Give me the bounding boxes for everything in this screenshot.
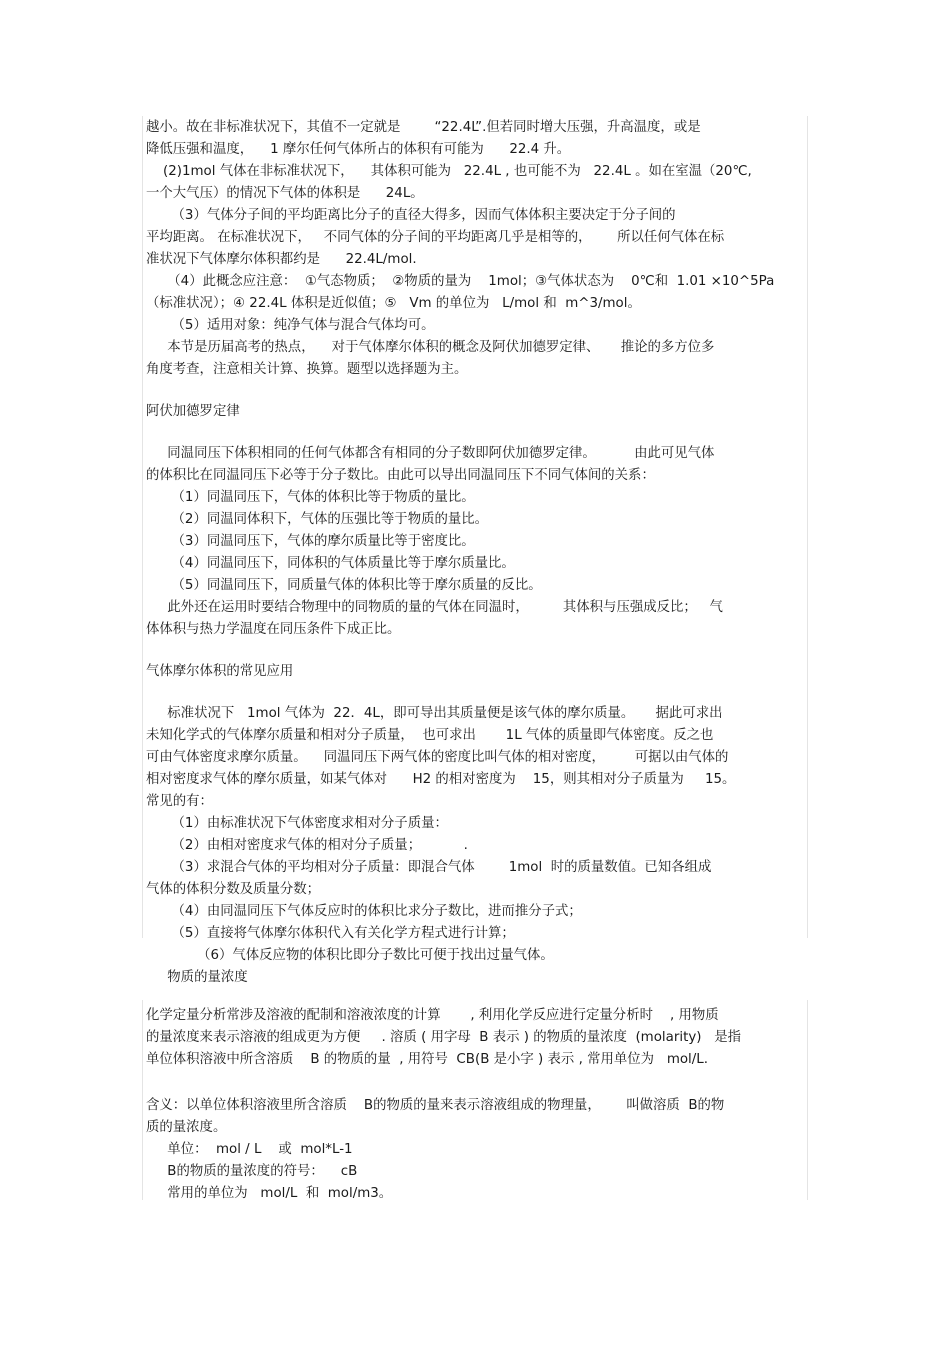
paragraph-line: 降低压强和温度， 1 摩尔任何气体所占的体积有可能为 22.4 升。: [146, 142, 571, 157]
paragraph-line: (2)1mol 气体在非标准状况下， 其体积可能为 22.4L , 也可能不为 22.4L 。如在室温（20℃,: [146, 164, 752, 179]
paragraph-line: 平均距离。 在标准状况下， 不同气体的分子间的平均距离几乎是相等的， 所以任何气体在标: [146, 230, 725, 245]
paragraph-line: 本节是历届高考的热点， 对于气体摩尔体积的概念及阿伏加德罗定律、 推论的多方位多: [146, 340, 715, 355]
section-heading: 气体摩尔体积的常见应用: [146, 664, 294, 679]
section-heading: 阿伏加德罗定律: [146, 404, 240, 419]
paragraph-line: 角度考查，注意相关计算、换算。题型以选择题为主。: [146, 362, 468, 377]
paragraph-line: 常见的有：: [146, 794, 213, 809]
paragraph-line: （标准状况）；④ 22.4L 体积是近似值；⑤ Vm 的单位为 L/mol 和 m^3/mol。: [146, 296, 641, 311]
paragraph-line: 体体积与热力学温度在同压条件下成正比。: [146, 622, 401, 637]
paragraph-line: （4）此概念应注意： ①气态物质； ②物质的量为 1mol；③气体状态为 0℃和 1.01 ×10^5Pa: [146, 274, 775, 289]
paragraph-line: （5）同温同压下，同质量气体的体积比等于摩尔质量的反比。: [146, 578, 542, 593]
paragraph-line: 单位体积溶液中所含溶质 B 的物质的量 , 用符号 CB(B 是小字 ) 表示 , 常用单位为 mol/L.: [146, 1052, 708, 1067]
paragraph-line: B的物质的量浓度的符号： cB: [146, 1164, 358, 1179]
paragraph-line: 可由气体密度求摩尔质量。 同温同压下两气体的密度比叫气体的相对密度， 可据以由气体的: [146, 750, 729, 765]
paragraph-line: 化学定量分析常涉及溶液的配制和溶液浓度的计算 , 利用化学反应进行定量分析时 , 用物质: [146, 1008, 719, 1023]
paragraph-line: 相对密度求气体的摩尔质量，如某气体对 H2 的相对密度为 15，则其相对分子质量为 15。: [146, 772, 736, 787]
paragraph-line: （1）同温同压下，气体的体积比等于物质的量比。: [146, 490, 475, 505]
paragraph-line: 单位： mol / L 或 mol*L-1: [146, 1142, 353, 1157]
paragraph-line: 常用的单位为 mol/L 和 mol/m3。: [146, 1186, 393, 1201]
paragraph-line: （1）由标准状况下气体密度求相对分子质量：: [146, 816, 448, 831]
paragraph-line: 一个大气压）的情况下气体的体积是 24L。: [146, 186, 424, 201]
paragraph-line: （6）气体反应物的体积比即分子数比可便于找出过量气体。: [146, 948, 554, 963]
paragraph-line: （2）同温同体积下，气体的压强比等于物质的量比。: [146, 512, 489, 527]
paragraph-line: （4）由同温同压下气体反应时的体积比求分子数比，进而推分子式；: [146, 904, 582, 919]
paragraph-line: （3）同温同压下，气体的摩尔质量比等于密度比。: [146, 534, 475, 549]
paragraph-line: 越小。故在非标准状况下，其值不一定就是 “22.4L”.但若同时增大压强，升高温度，或是: [146, 120, 701, 135]
paragraph-line: 物质的量浓度: [146, 970, 248, 985]
paragraph-line: （3）求混合气体的平均相对分子质量：即混合气体 1mol 时的质量数值。已知各组成: [146, 860, 712, 875]
paragraph-line: 此外还在运用时要结合物理中的同物质的量的气体在同温时， 其体积与压强成反比； 气: [146, 600, 723, 615]
paragraph-line: （5）适用对象：纯净气体与混合气体均可。: [146, 318, 435, 333]
paragraph-line: 气体的体积分数及质量分数；: [146, 882, 321, 897]
paragraph-line: （2）由相对密度求气体的相对分子质量； .: [146, 838, 468, 853]
paragraph-line: （5）直接将气体摩尔体积代入有关化学方程式进行计算；: [146, 926, 515, 941]
paragraph-line: 标准状况下 1mol 气体为 22．4L，即可导出其质量便是该气体的摩尔质量。 据此可求出: [146, 706, 723, 721]
paragraph-line: 未知化学式的气体摩尔质量和相对分子质量， 也可求出 1L 气体的质量即气体密度。反之也: [146, 728, 714, 743]
paragraph-line: 质的量浓度。: [146, 1120, 227, 1135]
paragraph-line: 的量浓度来表示溶液的组成更为方便 . 溶质 ( 用字母 B 表示 ) 的物质的量浓度 (molarity) 是指: [146, 1030, 742, 1045]
paragraph-line: 同温同压下体积相同的任何气体都含有相同的分子数即阿伏加德罗定律。 由此可见气体: [146, 446, 715, 461]
paragraph-line: （3）气体分子间的平均距离比分子的直径大得多，因而气体体积主要决定于分子间的: [146, 208, 676, 223]
paragraph-line: 准状况下气体摩尔体积都约是 22.4L/mol.: [146, 252, 417, 267]
paragraph-line: 含义：以单位体积溶液里所含溶质 B的物质的量来表示溶液组成的物理量， 叫做溶质 B的物: [146, 1098, 725, 1113]
paragraph-line: （4）同温同压下，同体积的气体质量比等于摩尔质量比。: [146, 556, 515, 571]
paragraph-line: 的体积比在同温同压下必等于分子数比。由此可以导出同温同压下不同气体间的关系：: [146, 468, 655, 483]
